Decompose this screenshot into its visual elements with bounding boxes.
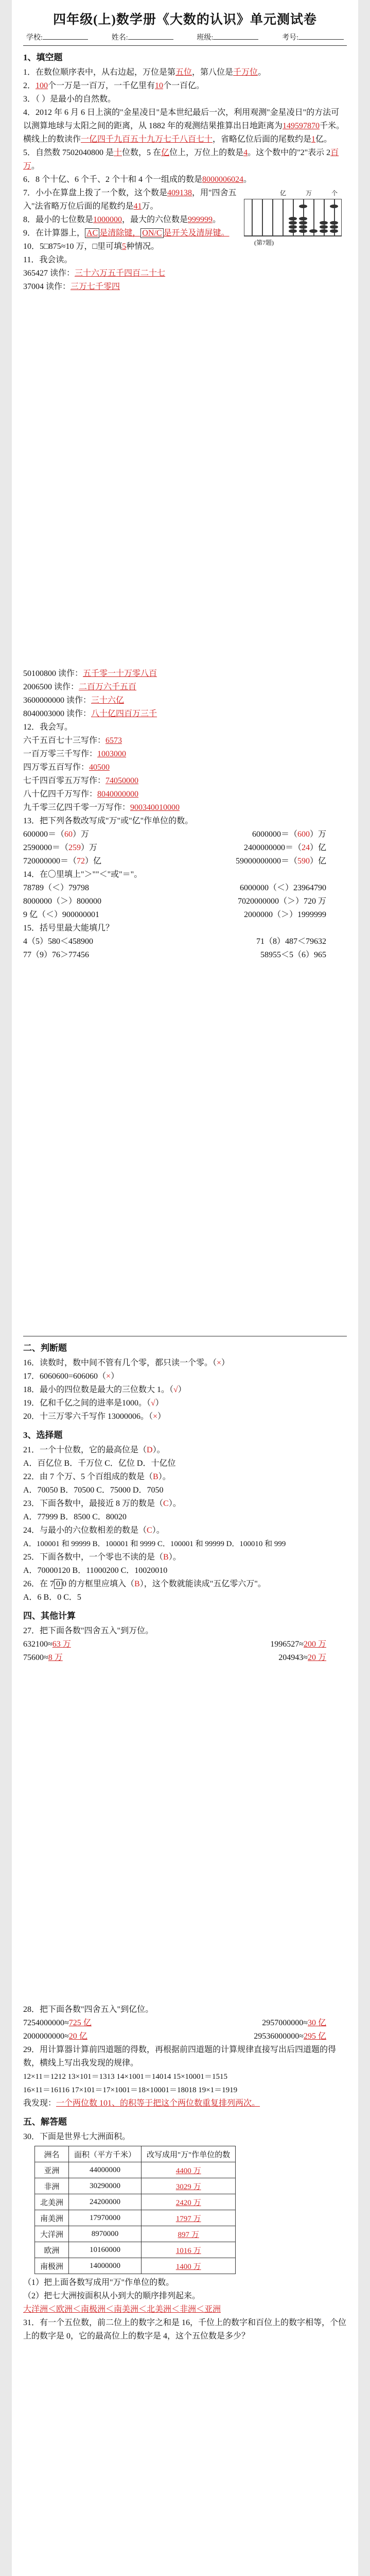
class-field[interactable]: 班级:: [197, 32, 258, 42]
school-field[interactable]: 学校:: [26, 32, 88, 42]
write-item: 六千五百七十三写作：6573: [23, 736, 122, 745]
judge-19: 19．亿和千亿之间的进率是1000。（√）: [23, 1399, 164, 1408]
read-item: 2006500 读作：二百万六千五百: [23, 683, 137, 691]
table-header: 改写成用"万"作单位的数: [142, 2146, 236, 2162]
abacus-caption: (第7题): [254, 239, 274, 246]
table-row: 欧洲 10160000 1016 万: [35, 2242, 236, 2258]
question-8: 8．最小的七位数是1000000，最大的六位数是999999。: [23, 215, 221, 224]
section-heading: 五、解答题: [23, 2117, 67, 2127]
question-9: 9．在计算器上， AC 是清除键， ON/C 是开关及清屏键。: [23, 229, 230, 238]
question-11: 11．我会读。: [23, 256, 73, 264]
choice-22: 22．由 7 个万、5 个百组成的数是（B）。: [23, 1472, 171, 1481]
question-7: 7．小小在算盘上拨了一个数，这个数是409138，用"四舍五入"法省略万位后面的尾数约是41万。: [23, 189, 237, 211]
choice-23: 23．下面各数中，最接近 8 万的数是（C）。: [23, 1499, 181, 1508]
question-2: 2．100个一万是一百万，一千亿里有10个一百亿。: [23, 81, 205, 90]
write-item: 八十亿四千万写作：8040000000: [23, 790, 139, 799]
round-row: 7254000000≈725 亿 2957000000≈30 亿: [23, 2019, 326, 2027]
write-item: 一百万零三千写作：1003000: [23, 750, 127, 758]
page-2: [12, 659, 358, 1314]
question-15: 15．括号里最大能填几？: [23, 924, 114, 933]
table-header: 面积（平方千米）: [69, 2146, 142, 2162]
max-digit-row: 77（9）76＞77456 58955＜5（6）965: [23, 951, 326, 959]
abacus-label: 万: [305, 190, 312, 197]
compare-row: 9 亿（＜）900000001 2000000（＞）1999999: [23, 910, 326, 919]
choice-25: 25．下面各数中，一个零也不读的是（B）。: [23, 1553, 181, 1562]
convert-row: 2590000＝（259）万 2400000000＝（24）亿: [23, 843, 326, 852]
choice-options: A．100001 和 99999 B．100001 和 9999 C．100001 和 99999 D．100010 和 999: [23, 1540, 286, 1548]
judge-20: 20．十三万零六千写作 13000006。（×）: [23, 1412, 166, 1421]
table-row: 大洋洲 8970000 897 万: [35, 2226, 236, 2242]
question-5: 5．自然数 7502040800 是十位数，5 在亿位上，万位上的数是4。这个数中的"2"表示 2百万。: [23, 148, 339, 171]
question-14: 14．在〇里填上"＞""＜"或"＝"。: [23, 870, 143, 879]
table-header: 洲名: [35, 2146, 69, 2162]
table-row: 南美洲 17970000 1797 万: [35, 2210, 236, 2226]
read-item: 50100800 读作：五千零一十万零八百: [23, 669, 157, 678]
section-heading: 二、判断题: [23, 1343, 67, 1353]
table-row: 南极洲 14000000 1400 万: [35, 2258, 236, 2274]
section-heading: 1、填空题: [23, 53, 63, 62]
round-row: 75600≈8 万 204943≈20 万: [23, 1653, 326, 1662]
read-item: 365427 读作：三十六万五千四百二十七: [23, 269, 166, 278]
answer: 大洋洲＜欧洲＜南极洲＜南美洲＜北美洲＜非洲＜亚洲: [23, 2305, 221, 2314]
choice-26: 26．在 7 0 0 的方框里应填入（B），这个数就能读成"五亿零六万"。: [23, 1580, 266, 1588]
question-12: 12．我会写。: [23, 723, 73, 732]
read-item: 8040003000 读作：八十亿四百万三千: [23, 709, 157, 718]
convert-row: 720000000＝（72）亿 59000000000＝（590）亿: [23, 857, 326, 866]
write-item: 四万零五百写作：40500: [23, 763, 110, 772]
abacus-label: 亿: [280, 190, 287, 197]
abacus-figure: [244, 189, 342, 249]
choice-24: 24．与最小的六位数相差的数是（C）。: [23, 1526, 165, 1535]
judge-16: 16．读数时，数中间不管有几个零，都只读一个零。（×）: [23, 1359, 230, 1367]
choice-21: 21．一个十位数，它的最高位是（D）。: [23, 1446, 165, 1454]
question-3: 3．（ ）是最小的自然数。: [23, 95, 116, 104]
question-28: 28．把下面各数"四舍五入"到亿位。: [23, 2005, 154, 2014]
section-heading: 四、其他计算: [23, 1611, 76, 1621]
question-31: 31．有一个五位数，前二位上的数字之和是 16，千位上的数字和百位上的数字相等，个位上的数字是 0，它的最高位上的数字是 4，这个五位数是多少？: [23, 2318, 347, 2341]
page-4: [12, 1995, 358, 2576]
question-29: 29．用计算器计算前四道题的得数，再根据前四道题的计算规律直接写出后四道题的得数，横线上写出我发现的规律。: [23, 2045, 337, 2067]
pattern-finding: 我发现：一个两位数 101、的积等于把这个两位数重复排列两次。: [23, 2099, 260, 2108]
choice-options: A．6 B．0 C．5: [23, 1593, 81, 1602]
write-item: 九千零三亿四千零一万写作：900340010000: [23, 803, 180, 812]
compare-row: 8000000（＞）800000 7020000000（＞）720 万: [23, 897, 326, 906]
name-field[interactable]: 姓名:: [112, 32, 173, 42]
question-27: 27．把下面各数"四舍五入"到万位。: [23, 1626, 154, 1635]
question-30: 30．下面是世界七大洲面积。: [23, 2132, 131, 2141]
read-item: 3600000000 读作：三十六亿: [23, 696, 125, 705]
round-row: 632100≈63 万 1996527≈200 万: [23, 1640, 326, 1649]
table-row: 北美洲 24200000 2420 万: [35, 2194, 236, 2210]
number-field[interactable]: 考号:: [282, 32, 344, 42]
max-digit-row: 4（5）580＜458900 71（8）487＜7​9632: [23, 937, 326, 946]
section-heading: 3、选择题: [23, 1430, 63, 1440]
question-1: 1．在数位顺序表中，从右边起，万位是第五位，第八位是千万位。: [23, 68, 267, 77]
pattern-row: 16×11＝16116 17×101＝17×1001＝18×10001＝18018 19×1＝1919: [23, 2086, 238, 2094]
sub-question: （1）把上面各数写成用"万"作单位的数。: [23, 2278, 174, 2287]
choice-options: A．百亿位 B．千万位 C．亿位 D．十亿位: [23, 1459, 176, 1468]
judge-17: 17．6060600=606060（×）: [23, 1372, 119, 1381]
page-3: [12, 1326, 358, 1984]
table-row: 亚洲 44000000 4400 万: [35, 2162, 236, 2178]
page-title: 四年级(上)数学册《大数的认识》单元测试卷: [53, 13, 317, 27]
convert-row: 600000＝（60）万 6000000＝（600）万: [23, 830, 326, 839]
table-row: 非洲 30290000 3029 万: [35, 2178, 236, 2194]
read-item: 37004 读作：三万七千零四: [23, 282, 120, 291]
question-4: 4．2012 年 6 月 6 日上演的"金星凌日"是本世纪最后一次，利用观测"金星凌日"的方法可以测算地球与太阳之间的距离，从 1882 年的观测结果推算出日地距离为149597870千米。横线上的数读作一亿四千九百五十九万七千八百七十，省略亿位后面的尾数约是1亿。: [23, 108, 345, 144]
choice-options: A．70050 B．70500 C．75000 D．7050: [23, 1486, 164, 1495]
continent-table: [34, 2146, 236, 2274]
round-row: 2000000000≈20 亿 29536000000≈295 亿: [23, 2032, 326, 2041]
abacus-label: 个: [331, 190, 338, 197]
page-1: [12, 0, 358, 648]
question-10: 10．5□875≈10 万，□里可填5种情况。: [23, 242, 160, 251]
student-info: [26, 32, 344, 42]
compare-row: 78789（＜）79798 6000000（＜）23964790: [23, 884, 326, 892]
question-13: 13．把下列各数改写成"万"或"亿"作单位的数。: [23, 817, 193, 825]
question-6: 6．8 个十亿、6 个千、2 个十和 4 个一组成的数是8000006024。: [23, 175, 252, 184]
choice-options: A．70000120 B．11000200 C．10020010: [23, 1566, 168, 1575]
write-item: 七千四百零五万写作：74050000: [23, 776, 139, 785]
pattern-row: 12×11＝1212 13×101＝1313 14×1001＝14014 15×10001＝1515: [23, 2073, 228, 2081]
judge-18: 18．最小的四位数是最大的三位数大 1。（√）: [23, 1385, 186, 1394]
sub-question: （2）把七大洲按面积从小到大的顺序排列起来。: [23, 2292, 201, 2300]
choice-options: A．77999 B．8500 C．80020: [23, 1513, 127, 1521]
